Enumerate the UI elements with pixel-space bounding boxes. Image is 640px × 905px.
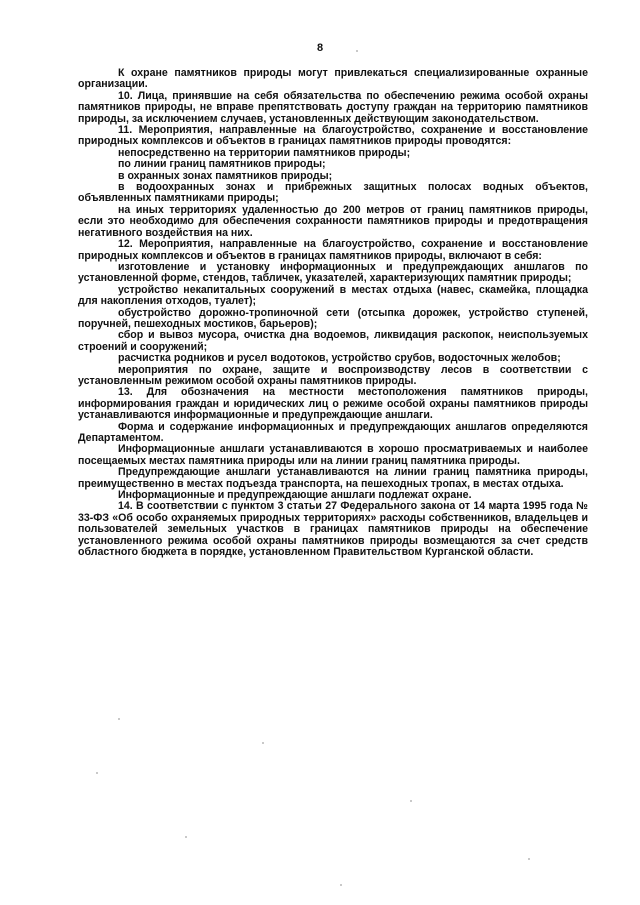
scan-speck bbox=[185, 836, 187, 838]
scan-speck bbox=[410, 800, 412, 802]
list-item: по линии границ памятников природы; bbox=[118, 158, 326, 171]
document-body bbox=[78, 68, 588, 558]
paragraph-item-12: 12. Мероприятия, направленные на благоустройство, сохранение и восстановление природных комплексов и объектов в границах памятников природы, включают в себя: bbox=[78, 238, 588, 262]
list-item: мероприятия по охране, защите и воспроизводству лесов в соответствии с установленным режимом особой охраны памятников природы. bbox=[78, 363, 588, 387]
scan-speck bbox=[96, 772, 98, 774]
paragraph-form-content: Форма и содержание информационных и предупреждающих аншлагов определяются Департаментом. bbox=[78, 420, 588, 444]
list-item: непосредственно на территории памятников природы; bbox=[118, 146, 411, 159]
paragraph-item-11: 11. Мероприятия, направленные на благоустройство, сохранение и восстановление природных комплексов и объектов в границах памятников природы проводятся: bbox=[78, 124, 588, 148]
paragraph-item-14: 14. В соответствии с пунктом 3 статьи 27 Федерального закона от 14 марта 1995 года № 33-ФЗ «Об особо охраняемых природных территориях» расходы собственников, владельцев и пользователей земельных участков в границах памятников природы на обеспечение установленного режима особой охраны памятников природы возмещаются за счет средств областного бюджета в порядке, установленном Правительством Курганской области. bbox=[78, 500, 588, 559]
paragraph-warning-signs: Предупреждающие аншлаги устанавливаются на линии границ памятника природы, преимущественно в местах подъезда транспорта, на пешеходных тропах, в местах отдыха. bbox=[78, 466, 588, 490]
list-item: в водоохранных зонах и прибрежных защитных полосах водных объектов, объявленных памятниками природы; bbox=[78, 181, 588, 205]
paragraph-info-signs: Информационные аншлаги устанавливаются в хорошо просматриваемых и наиболее посещаемых местах памятника природы или на линии границ памятника природы. bbox=[78, 443, 588, 467]
paragraph-signs-protection: Информационные и предупреждающие аншлаги подлежат охране. bbox=[118, 489, 472, 502]
paragraph-item-10: 10. Лица, принявшие на себя обязательства по обеспечению режима особой охраны памятников природы, не вправе препятствовать доступу граждан на территорию памятников природы, за исключением случаев, установленных действующим законодательством. bbox=[78, 89, 588, 125]
paragraph-security-organizations: К охране памятников природы могут привлекаться специализированные охранные организации. bbox=[78, 67, 588, 91]
list-item: изготовление и установку информационных и предупреждающих аншлагов по установленной форме, стендов, табличек, указателей, характеризующих памятник природы; bbox=[78, 260, 588, 285]
list-item: на иных территориях удаленностью до 200 метров от границ памятников природы, если это необходимо для обеспечения сохранности памятников природы и предотвращения негативного воздействия на них. bbox=[78, 203, 588, 239]
scan-speck bbox=[356, 50, 358, 52]
list-item: устройство некапитальных сооружений в местах отдыха (навес, скамейка, площадка для накопления отходов, туалет); bbox=[78, 283, 588, 308]
scan-speck bbox=[528, 858, 530, 860]
list-item: сбор и вывоз мусора, очистка дна водоемов, ликвидация раскопок, неиспользуемых строений и сооружений; bbox=[78, 329, 588, 353]
scan-speck bbox=[262, 742, 264, 744]
scan-speck bbox=[118, 718, 120, 720]
list-item: в охранных зонах памятников природы; bbox=[118, 169, 333, 182]
list-item: обустройство дорожно-тропиночной сети (отсыпка дорожек, устройство ступеней, поручней, пешеходных мостиков, барьеров); bbox=[78, 306, 588, 330]
paragraph-item-13: 13. Для обозначения на местности местоположения памятников природы, информирования граждан и юридических лиц о режиме особой охраны памятников природы устанавливаются информационные и предупреждающие аншлаги. bbox=[78, 386, 588, 422]
list-item: расчистка родников и русел водотоков, устройство срубов, водосточных желобов; bbox=[118, 352, 561, 365]
page-number: 8 bbox=[316, 42, 324, 54]
scan-speck bbox=[340, 884, 342, 886]
